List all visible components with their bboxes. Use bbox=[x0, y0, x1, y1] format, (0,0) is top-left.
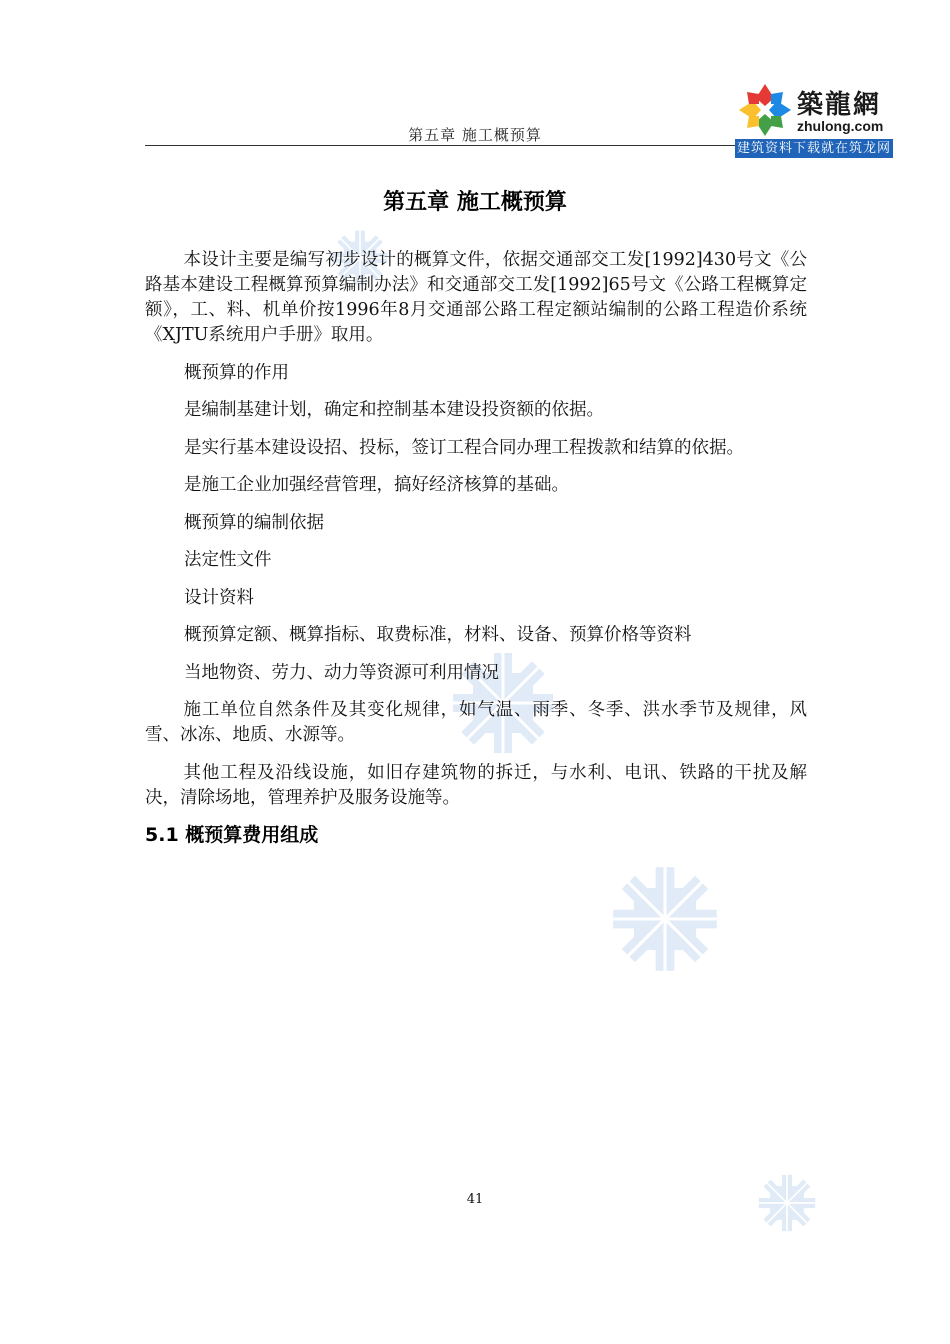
running-header: 第五章 施工概预算 bbox=[408, 126, 542, 144]
logo-brand-url: zhulong.com bbox=[797, 118, 884, 134]
paragraph: 是施工企业加强经营管理，搞好经济核算的基础。 bbox=[184, 475, 569, 495]
logo-brand-name: 築龍網 bbox=[797, 90, 882, 120]
paragraph: 法定性文件 bbox=[184, 550, 272, 570]
page-number: 41 bbox=[466, 1192, 484, 1207]
body-text bbox=[145, 248, 807, 811]
zhulong-snowflake-watermark-icon bbox=[608, 862, 722, 976]
paragraph: 是编制基建计划，确定和控制基本建设投资额的依据。 bbox=[184, 400, 604, 420]
paragraph: 设计资料 bbox=[184, 587, 254, 608]
logo-slogan-banner: 建筑资料下载就在筑龙网 bbox=[736, 141, 891, 156]
section-heading: 5.1 概预算费用组成 bbox=[145, 824, 319, 846]
paragraph: 施工单位自然条件及其变化规律，如气温、雨季、冬季、洪水季节及规律，风雪、冰冻、地质、水源等。 bbox=[145, 700, 807, 745]
paragraph: 当地物资、劳力、动力等资源可利用情况 bbox=[184, 662, 499, 683]
zhulong-logo-icon bbox=[737, 82, 793, 138]
paragraph: 概预算定额、概算指标、取费标准，材料、设备、预算价格等资料 bbox=[184, 625, 692, 645]
paragraph: 概预算的编制依据 bbox=[184, 512, 324, 533]
header-rule bbox=[145, 145, 737, 146]
paragraph: 是实行基本建设设招、投标，签订工程合同办理工程拨款和结算的依据。 bbox=[184, 437, 744, 458]
paragraph: 概预算的作用 bbox=[184, 362, 289, 383]
paragraph: 本设计主要是编写初步设计的概算文件，依据交通部交工发[1992]430号文《公路基本建设工程概算预算编制办法》和交通部交工发[1992]65号文《公路工程概算定额》，工、料、机单价按1996年8月交通部公路工程定额站编制的公路工程造价系统《XJTU系统用户手册》取用。 bbox=[145, 250, 807, 345]
zhulong-logo bbox=[735, 80, 893, 158]
chapter-title: 第五章 施工概预算 bbox=[383, 190, 567, 215]
paragraph: 其他工程及沿线设施，如旧存建筑物的拆迁，与水利、电讯、铁路的干扰及解决，清除场地，管理养护及服务设施等。 bbox=[145, 762, 807, 808]
